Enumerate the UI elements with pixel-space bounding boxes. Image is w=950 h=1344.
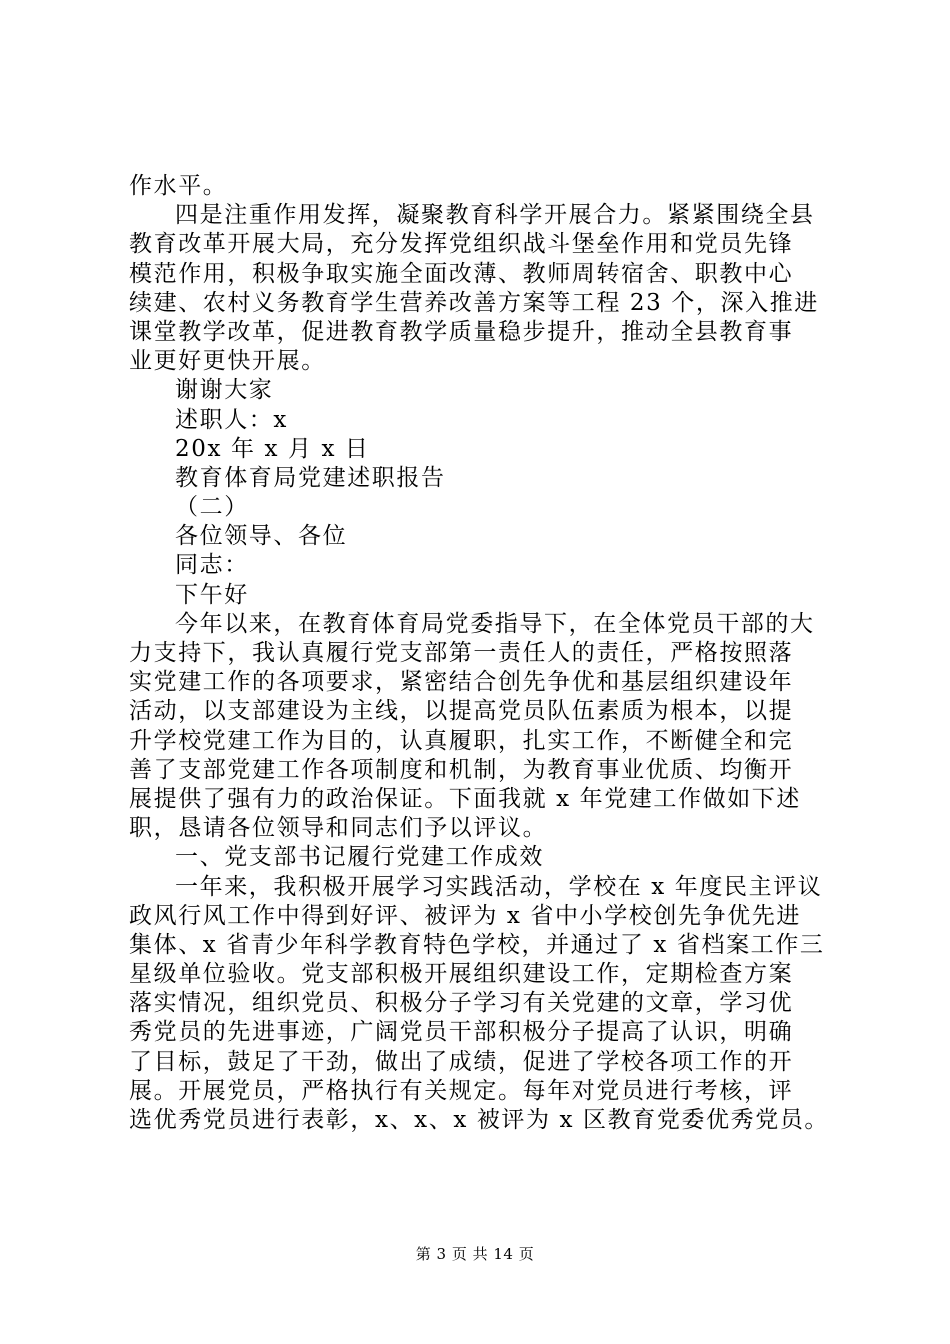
- document-line: 作水平。: [129, 173, 228, 199]
- document-body: [129, 172, 829, 1135]
- document-line: 各位领导、各位: [175, 523, 348, 550]
- document-line: 升学校党建工作为目的，认真履职，扎实工作，不断健全和完: [129, 727, 794, 754]
- document-line: 选优秀党员进行表彰，x、x、x 被评为 x 区教育党委优秀党员。: [129, 1107, 830, 1133]
- document-line: 展提供了强有力的政治保证。下面我就 x 年党建工作做如下述: [129, 785, 801, 812]
- document-line: 业更好更快开展。: [129, 348, 326, 375]
- document-line: 了目标，鼓足了干劲，做出了成绩，促进了学校各项工作的开: [129, 1048, 794, 1075]
- document-line: （二）: [175, 494, 249, 521]
- document-line: 集体、x 省青少年科学教育特色学校，并通过了 x 省档案工作三: [129, 931, 825, 958]
- document-line: 一、党支部书记履行党建工作成效: [175, 844, 544, 871]
- document-line: 今年以来，在教育体育局党委指导下，在全体党员干部的大: [175, 610, 815, 637]
- document-line: 星级单位验收。党支部积极开展组织建设工作，定期检查方案: [129, 961, 794, 988]
- document-line: 教育体育局党建述职报告: [175, 464, 446, 491]
- document-line: 力支持下，我认真履行党支部第一责任人的责任，严格按照落: [129, 640, 794, 666]
- document-line: 20x 年 x 月 x 日: [175, 435, 370, 462]
- document-line: 同志：: [175, 552, 249, 579]
- document-line: 职，恳请各位领导和同志们予以评议。: [129, 815, 548, 842]
- document-line: 谢谢大家: [175, 377, 274, 404]
- document-line: 模范作用，积极争取实施全面改薄、教师周转宿舍、职教中心: [129, 260, 794, 287]
- document-line: 落实情况，组织党员、积极分子学习有关党建的文章，学习优: [129, 990, 794, 1017]
- document-line: 下午好: [175, 581, 249, 608]
- document-line: 善了支部党建工作各项制度和机制，为教育事业优质、均衡开: [129, 756, 794, 783]
- document-line: 展。开展党员，严格执行有关规定。每年对党员进行考核，评: [129, 1077, 794, 1104]
- document-line: 实党建工作的各项要求，紧密结合创先争优和基层组织建设年: [129, 669, 794, 696]
- document-line: 一年来，我积极开展学习实践活动，学校在 x 年度民主评议: [175, 873, 823, 900]
- document-line: 述职人：x: [175, 406, 288, 433]
- page-number-footer: 第 3 页 共 14 页: [415, 1245, 535, 1263]
- document-line: 四是注重作用发挥，凝聚教育科学开展合力。紧紧围绕全县: [175, 202, 815, 229]
- document-line: 续建、农村义务教育学生营养改善方案等工程 23 个，深入推进: [129, 289, 819, 316]
- document-line: 课堂教学改革，促进教育教学质量稳步提升，推动全县教育事: [129, 318, 794, 345]
- document-line: 活动，以支部建设为主线，以提高党员队伍素质为根本，以提: [129, 698, 794, 725]
- document-line: 秀党员的先进事迹，广阔党员干部积极分子提高了认识，明确: [129, 1019, 794, 1046]
- document-line: 教育改革开展大局，充分发挥党组织战斗堡垒作用和党员先锋: [129, 231, 794, 258]
- document-line: 政风行风工作中得到好评、被评为 x 省中小学校创先争优先进: [129, 902, 801, 929]
